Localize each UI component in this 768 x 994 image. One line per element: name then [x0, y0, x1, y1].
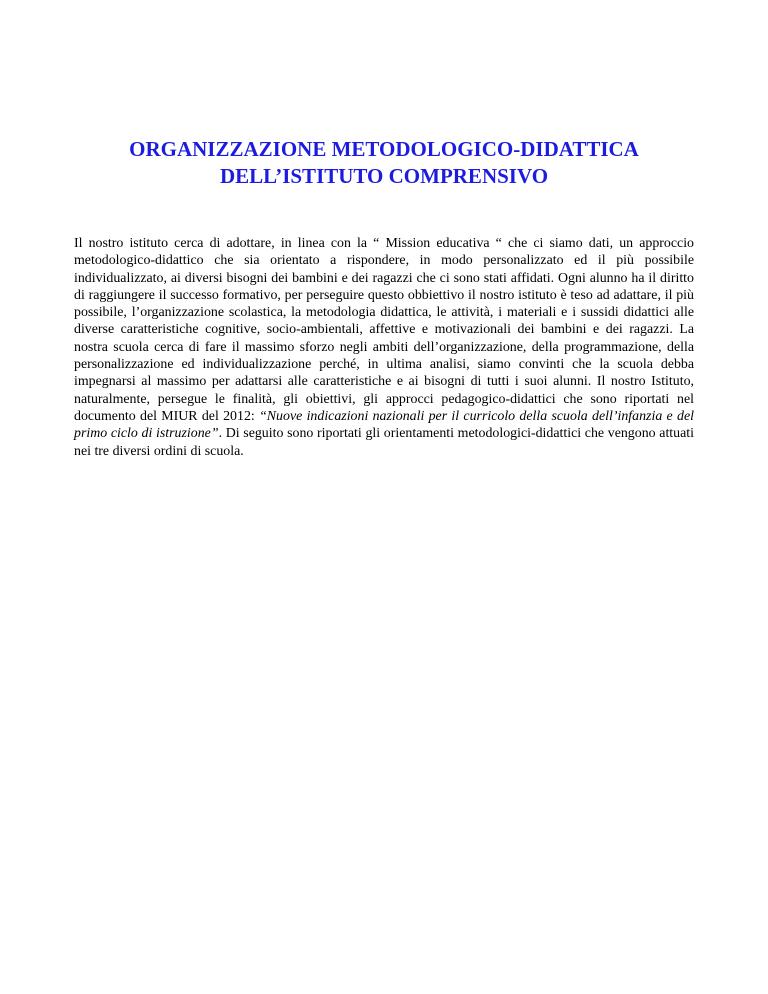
paragraph-document-title: “Nuove indicazioni nazionali per il curricolo della scuola dell’infanzia e del primo ciclo di istruzione” [74, 408, 694, 442]
paragraph-text-part-2: . Di seguito sono riportati gli orientamenti metodologici-didattici che vengono attuati nei tre diversi ordini di scuola. [74, 426, 694, 459]
title-line-1: ORGANIZZAZIONE METODOLOGICO-DIDATTICA [129, 137, 639, 161]
title-line-2: DELL’ISTITUTO COMPRENSIVO [219, 164, 549, 188]
body-paragraph [74, 235, 694, 460]
page-title [60, 136, 708, 190]
paragraph-text-part-1: Il nostro istituto cerca di adottare, in linea con la “ Mission educativa “ che ci siamo dati, un approccio metodologico-didattico che sia orientato a rispondere, in modo personalizzato ed il più possibile individualizzato, ai diversi bisogni dei bambini e dei ragazzi che ci sono stati affidati. Ogni alunno ha il diritto di raggiungere il successo formativo, per perseguire questo obbiettivo il nostro istituto è teso ad adattare, il più possibile, l’organizzazione scolastica, la metodologia didattica, le attività, i materiali e i sussidi didattici alle diverse caratteristiche cognitive, socio-ambientali, affettive e motivazionali dei bambini e dei ragazzi. La nostra scuola cerca di fare il massimo sforzo negli ambiti dell’organizzazione, della programmazione, della personalizzazione ed individualizzazione perché, in ultima analisi, siamo convinti che la scuola debba impegnarsi al massimo per adattarsi alle caratteristiche e ai bisogni di tutti i suoi alunni. Il nostro Istituto, naturalmente, persegue le finalità, gli obiettivi, gli approcci pedagogico-didattici che sono riportati nel documento del MIUR del 2012: [74, 236, 694, 424]
